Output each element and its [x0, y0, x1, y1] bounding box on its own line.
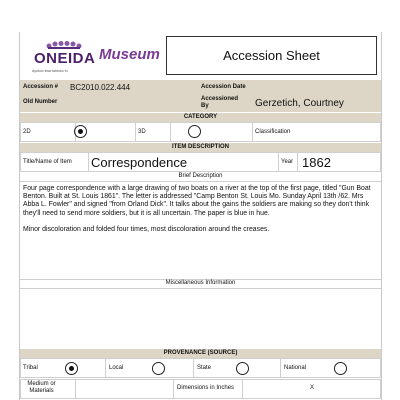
logo-tagline: Ayotolo·kwa·tahtuko·lu: [32, 69, 68, 73]
museum-label: Museum: [99, 46, 160, 63]
medium-label-1: Medium or: [27, 381, 56, 387]
accession-date-label: Accession Date: [201, 84, 246, 90]
misc-info-area[interactable]: [20, 289, 381, 349]
medium-value[interactable]: [76, 380, 172, 398]
title-value[interactable]: Correspondence: [91, 155, 188, 170]
misc-info-label: Miscellaneous Information: [165, 280, 236, 286]
radio-3d[interactable]: [188, 125, 201, 138]
radio-national[interactable]: [334, 362, 347, 375]
title-label: Title/Name of Item: [23, 159, 72, 165]
medium-label-2: Materials: [29, 388, 54, 394]
state-label: State: [197, 365, 212, 371]
old-number-label: Old Number: [23, 99, 58, 105]
accessioned-by-label-1: Accessioned: [201, 96, 239, 102]
category-heading: CATEGORY: [20, 113, 381, 122]
option-2d-label: 2D: [23, 129, 31, 135]
accession-sheet: [19, 32, 382, 400]
item-description-heading: ITEM DESCRIPTION: [20, 143, 381, 152]
classification-label: Classification: [255, 129, 291, 135]
national-label: National: [284, 365, 307, 371]
accessioned-by-label-2: By: [201, 103, 209, 109]
provenance-heading: PROVENANCE (SOURCE): [20, 349, 381, 358]
option-3d-label: 3D: [138, 129, 146, 135]
year-label: Year: [281, 159, 294, 165]
sheet-title: Accession Sheet: [223, 48, 320, 63]
brief-description-label: Brief Description: [178, 173, 223, 179]
accession-number-label: Accession #: [23, 84, 59, 90]
radio-state[interactable]: [236, 362, 249, 375]
description-paragraph-2: Minor discoloration and folded four times, most discoloration around the creases.: [23, 225, 270, 233]
year-value[interactable]: 1862: [302, 155, 331, 170]
oneida-emblem-icon: [45, 40, 85, 50]
local-label: Local: [109, 365, 124, 371]
accession-number-value[interactable]: BC2010.022.444: [70, 83, 131, 92]
radio-2d[interactable]: [74, 125, 87, 138]
logo-text: ONEIDA: [34, 50, 96, 67]
description-paragraph-1: Four page correspondence with a large drawing of two boats on a river at the top of the first page, titled "Gun Boat Benton. Built at St. Louis 1861". The letter is addressed "Camp Benton St. Louis Mo. Sunday April 13th /62. Mrs Abba L. Fowler" and signed "from Orland Dick". It talks about the gains the soldiers are making so they don't think they'll need to send more soldiers, but it is all uncertain. The paper is blue in hue.: [23, 185, 371, 217]
oneida-logo: [30, 40, 100, 80]
accessioned-by-value[interactable]: Gerzetich, Courtney: [255, 98, 344, 109]
dimensions-label: Dimensions in Inches: [177, 385, 235, 391]
dimensions-separator: X: [310, 385, 315, 391]
tribal-label: Tribal: [23, 365, 38, 371]
radio-local[interactable]: [152, 362, 165, 375]
radio-tribal[interactable]: [65, 362, 78, 375]
brief-description-text[interactable]: [23, 185, 379, 234]
